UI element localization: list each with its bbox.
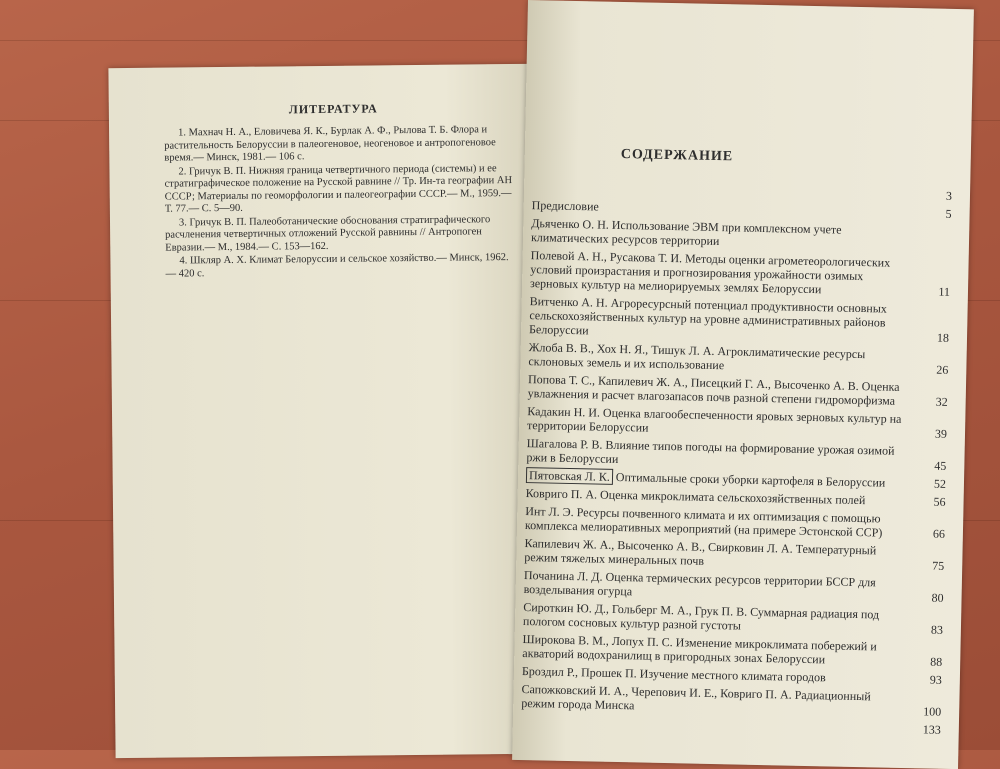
toc-page-number: 45 xyxy=(934,458,947,473)
toc-entry xyxy=(522,632,942,669)
toc-entry xyxy=(527,404,947,441)
toc-entry xyxy=(524,536,944,573)
toc-page-number: 5 xyxy=(945,206,952,221)
toc-entry-text: Жлоба В. В., Хох Н. Я., Тишук Л. А. Агроклиматические ресурсы склоновых земель и их использование xyxy=(528,340,866,373)
toc-entry xyxy=(523,600,943,637)
toc-entry xyxy=(528,340,948,377)
boxed-author: Пятовская Л. К. xyxy=(526,467,613,485)
toc-page-number: 56 xyxy=(933,494,946,509)
toc-entry-text: Предисловие xyxy=(531,198,599,214)
toc-entry-text: Почанина Л. Д. Оценка термических ресурсов территории БССР для возделывания огурца xyxy=(523,568,876,599)
toc-entry-text: Ковриго П. А. Оценка микроклимата сельскохозяйственных полей xyxy=(525,486,866,508)
toc-entry-text xyxy=(532,180,912,188)
reference-list xyxy=(164,124,516,282)
reference-item: 4. Шкляр А. Х. Климат Белоруссии и сельское хозяйство.— Минск, 1962.— 420 с. xyxy=(165,252,509,280)
toc-page-number: 133 xyxy=(922,722,941,737)
toc-entry-text: Броздил Р., Прошек П. Изучение местного климата городов xyxy=(521,664,826,685)
toc-page-number: 52 xyxy=(933,476,947,491)
toc-page-number: 100 xyxy=(923,704,942,719)
toc-entry xyxy=(529,294,950,345)
toc-page-number: 66 xyxy=(932,526,946,541)
toc-entry-text: Витченко А. Н. Агроресурсный потенциал продуктивности основных сельскохозяйственных культур на уровне административных районов Белоруссии xyxy=(528,294,887,338)
toc-entry-text: Кадакин Н. И. Оценка влагообеспеченности яровых зерновых культур на территории Белоруссии xyxy=(526,404,902,435)
literature-heading: ЛИТЕРАТУРА xyxy=(288,101,378,117)
toc-page-number: 26 xyxy=(936,362,949,377)
reference-item: 1. Махнач Н. А., Еловичева Я. К., Бурлак А. Ф., Рылова Т. Б. Флора и растительность Белоруссии в палеогеновое, неогеновое и антропогеновое время.— Минск, 1981.— 106 с. xyxy=(164,124,496,164)
toc-page-number: 93 xyxy=(929,672,943,687)
toc-entry-text: Попова Т. С., Капилевич Ж. А., Писецкий Г. А., Высоченко А. В. Оценка увлажнения и расчет влагозапасов почв разной степени гидроморфизма xyxy=(527,372,900,408)
toc-page-number: 75 xyxy=(932,558,945,573)
toc-page-number: 80 xyxy=(931,590,944,605)
toc-page-number: 39 xyxy=(934,426,948,441)
toc-entry xyxy=(526,436,946,473)
toc-entry-text: Дьяченко О. Н. Использование ЭВМ при комплексном учете климатических ресурсов территории xyxy=(530,216,842,249)
right-page xyxy=(512,0,974,769)
table-of-contents xyxy=(521,180,952,741)
toc-entry xyxy=(530,248,951,299)
contents-heading: СОДЕРЖАНИЕ xyxy=(620,146,734,165)
toc-entry-text: Шагалова Р. В. Влияние типов погоды на формирование урожая озимой ржи в Белоруссии xyxy=(526,436,895,466)
reference-item: 2. Гричук В. П. Нижняя граница четвертичного периода (системы) и ее стратиграфическое положение на Русской равнине // Тр. Ин-та географии АН СССР; Материалы по геоморфологии и палеогеографии СССР.— М., 1959.— Т. 77.— С. 5—90. xyxy=(164,162,513,215)
toc-page-number: 88 xyxy=(930,654,943,669)
toc-entry xyxy=(528,372,948,409)
toc-entry-text: Широкова В. М., Лопух П. С. Изменение микроклимата побережий и акваторий водохранилищ в пригородных зонах Белоруссии xyxy=(522,632,877,667)
toc-entry-text: Сироткин Ю. Д., Гольберг М. А., Грук П. В. Суммарная радиация под пологом сосновых культур разной густоты xyxy=(522,600,880,633)
toc-page-number: 11 xyxy=(938,284,951,299)
reference-item: 3. Гричук В. П. Палеоботанические обоснования стратиграфического расчленения четвертичных отложений Русской равнины // Антропоген Евразии.— М., 1984.— С. 153—162. xyxy=(165,213,491,254)
toc-entry xyxy=(524,568,944,605)
toc-entry-text: Капилевич Ж. А., Высоченко А. В., Свирковин Л. А. Температурный режим тяжелых минеральных почв xyxy=(524,536,877,568)
toc-entry-text: Сапожковский И. А., Черепович И. Е., Ковриго П. А. Радиационный режим города Минска xyxy=(521,682,871,713)
toc-entry xyxy=(531,216,951,253)
toc-page-number: 3 xyxy=(945,188,953,203)
left-page xyxy=(108,64,535,758)
toc-page-number: 18 xyxy=(936,330,950,345)
toc-entry-text: Полевой А. Н., Русакова Т. И. Методы оценки агрометеорологических условий произрастания и прогнозирования урожайности озимых зерновых культур на мелиорируемых землях Белоруссии xyxy=(529,248,891,297)
toc-entry-text: Пятовская Л. К. Оптимальные сроки уборки картофеля в Белоруссии xyxy=(526,468,906,490)
toc-entry xyxy=(521,682,941,719)
toc-page-number: 32 xyxy=(935,394,948,409)
toc-entry xyxy=(525,504,945,541)
toc-page-number: 83 xyxy=(930,622,944,637)
toc-entry-text: Инт Л. Э. Ресурсы почвенного климата и их оптимизация с помощью комплекса мелиоративных мероприятий (на примере Эстонской ССР) xyxy=(524,504,883,540)
